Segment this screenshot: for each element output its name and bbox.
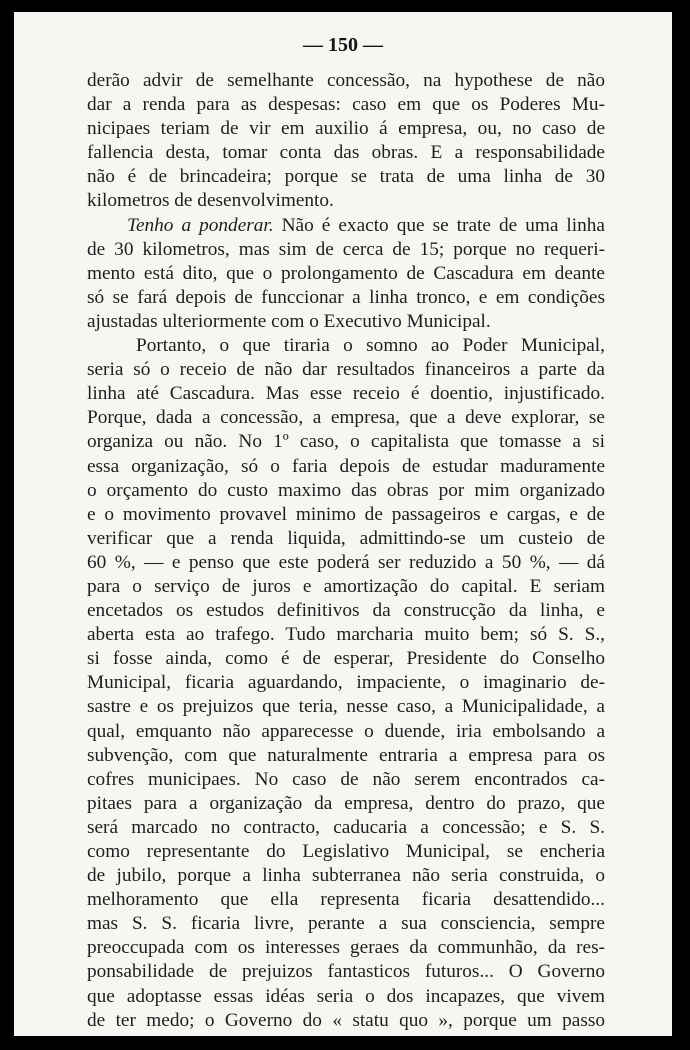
text-line: encetados os estudos definitivos da construcção da linha, e bbox=[87, 600, 605, 622]
text-line: seria só o receio de não dar resultados financeiros a parte da bbox=[87, 359, 605, 381]
text-line: qual, emquanto não apparecesse o duende, iria embolsando a bbox=[87, 720, 605, 742]
text-line: cofres municipaes. No caso de não serem encontrados ca- bbox=[87, 768, 605, 790]
text-line: verificar que a renda liquida, admittindo-se um custeio de bbox=[87, 527, 605, 549]
text-line: preoccupada com os interesses geraes da communhão, da res- bbox=[87, 937, 605, 959]
text-line: de ter medo; o Governo do « statu quo », porque um passo bbox=[87, 1009, 605, 1031]
text-line: ponsabilidade de prejuizos fantasticos futuros... O Governo bbox=[87, 961, 605, 983]
body-text bbox=[87, 69, 605, 1033]
text-line: si fosse ainda, como é de esperar, Presidente do Conselho bbox=[87, 648, 605, 670]
text-line: e o movimento provavel minimo de passageiros e cargas, e de bbox=[87, 503, 605, 525]
text-line: subvenção, com que naturalmente entraria a empresa para os bbox=[87, 744, 605, 766]
text-line: mento está dito, que o prolongamento de Cascadura em deante bbox=[87, 262, 605, 284]
page-number-header: — 150 — bbox=[303, 34, 383, 56]
text-line: o orçamento do custo maximo das obras por mim organizado bbox=[87, 479, 605, 501]
text-line: aberta esta ao trafego. Tudo marcharia muito bem; só S. S., bbox=[87, 624, 605, 646]
text-line: de jubilo, porque a linha subterranea não seria construida, o bbox=[87, 865, 605, 887]
text-line: nicipaes teriam de vir em auxilio á empresa, ou, no caso de bbox=[87, 118, 605, 140]
text-line: ajustadas ulteriormente com o Executivo Municipal. bbox=[87, 310, 491, 332]
text-line: para o serviço de juros e amortização do capital. E seriam bbox=[87, 575, 605, 597]
text-line: como representante do Legislativo Municipal, se encheria bbox=[87, 841, 605, 862]
text-line: não é de brincadeira; porque se trata de uma linha de 30 bbox=[87, 166, 605, 188]
text-line: será marcado no contracto, caducaria a concessão; e S. S. bbox=[87, 816, 605, 838]
text-line: organiza ou não. No 1º caso, o capitalista que tomasse a si bbox=[87, 431, 605, 453]
text-line: só se fará depois de funccionar a linha tronco, e em condições bbox=[87, 286, 605, 308]
text-line: dar a renda para as despesas: caso em que os Poderes Mu- bbox=[87, 94, 605, 116]
italic-lead: Tenho a ponderar. bbox=[127, 214, 274, 236]
text-line: que adoptasse essas idéas seria o dos incapazes, que vivem bbox=[87, 985, 605, 1007]
text-line: melhoramento que ella representa ficaria desattendido... bbox=[87, 889, 605, 911]
text-line: 60 %, — e penso que este poderá ser reduzido a 50 %, — dá bbox=[87, 551, 605, 573]
text-line: kilometros de desenvolvimento. bbox=[87, 190, 334, 212]
text-line: pitaes para a organização da empresa, dentro do prazo, que bbox=[87, 792, 605, 814]
text-line: linha até Cascadura. Mas esse receio é doentio, injustificado. bbox=[87, 383, 605, 405]
book-page bbox=[14, 12, 672, 1036]
text-line: de 30 kilometros, mas sim de cerca de 15; porque no requeri- bbox=[87, 238, 605, 260]
text-line: Portanto, o que tiraria o somno ao Poder Municipal, bbox=[136, 335, 605, 357]
text-line: sastre e os prejuizos que teria, nesse caso, a Municipalidade, a bbox=[87, 696, 605, 718]
text-line: Municipal, ficaria aguardando, impaciente, o imaginario de- bbox=[87, 672, 605, 694]
text-line: fallencia desta, tomar conta das obras. E a responsabilidade bbox=[87, 142, 605, 164]
text-line: mas S. S. ficaria livre, perante a sua consciencia, sempre bbox=[87, 913, 605, 935]
text-line: derão advir de semelhante concessão, na hypothese de não bbox=[87, 70, 605, 91]
text-line: Porque, dada a concessão, a empresa, que a deve explorar, se bbox=[87, 407, 605, 429]
text-line: Tenho a ponderar. Não é exacto que se trate de uma linha bbox=[127, 214, 605, 236]
text-line: essa organização, só o faria depois de estudar maduramente bbox=[87, 455, 605, 477]
